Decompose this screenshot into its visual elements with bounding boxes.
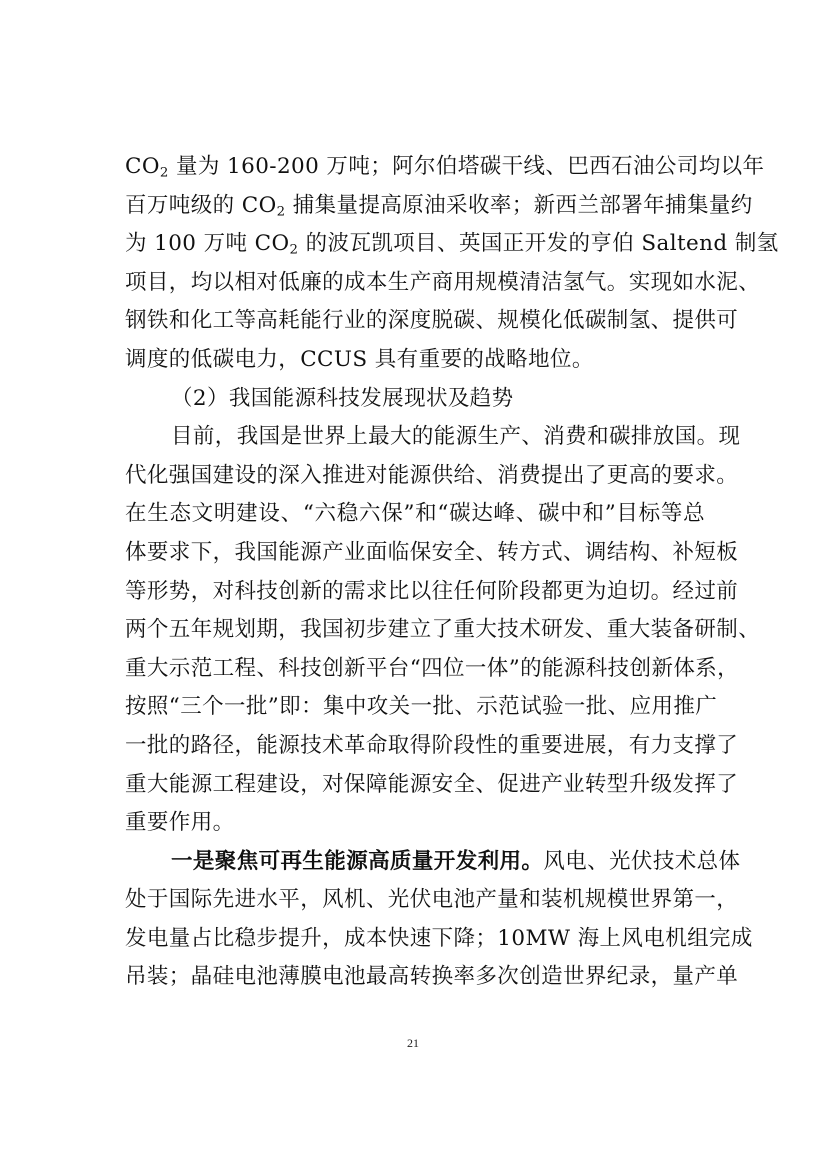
text-line: 钢铁和化工等高耗能行业的深度脱碳、规模化低碳制氢、提供可 (125, 308, 739, 334)
bold-lead-sentence: 一是聚焦可再生能源高质量开发利用。 (171, 848, 544, 874)
paragraph-ccus (125, 148, 779, 380)
text-line: 处于国际先进水平，风机、光伏电池产量和装机规模世界第一， (125, 887, 739, 913)
text-line: 项目，均以相对低廉的成本生产商用规模清洁氢气。实现如水泥、 (125, 269, 761, 295)
text-line: 等形势，对科技创新的需求比以往任何阶段都更为迫切。经过前 (125, 578, 739, 604)
text-line: 重大示范工程、科技创新平台“四位一体”的能源科技创新体系， (125, 655, 740, 681)
text-line: 在生态文明建设、“六稳六保”和“碳达峰、碳中和”目标等总 (125, 501, 705, 527)
page-number: 21 (407, 1036, 419, 1050)
text-line: 调度的低碳电力，CCUS 具有重要的战略地位。 (125, 346, 594, 372)
text-line: 重大能源工程建设，对保障能源安全、促进产业转型升级发挥了 (125, 771, 739, 797)
text-line: 一是聚焦可再生能源高质量开发利用。风电、光伏技术总体 (171, 848, 741, 874)
paragraph-status (125, 418, 761, 843)
text-line: 一批的路径，能源技术革命取得阶段性的重要进展，有力支撑了 (125, 732, 739, 758)
text-line: 按照“三个一批”即：集中攻关一批、示范试验一批、应用推广 (125, 694, 718, 720)
text-line: 百万吨级的 $CO_2$ 捕集量提高原油采收率；新西兰部署年捕集量约 (125, 192, 753, 219)
body-text (125, 148, 779, 997)
text-line: 代化强国建设的深入推进对能源供给、消费提出了更高的要求。 (125, 462, 739, 488)
section-heading: （2）我国能源科技发展现状及趋势 (171, 385, 514, 411)
text-line: 发电量占比稳步提升，成本快速下降；10MW 海上风电机组完成 (125, 925, 753, 951)
text-line: $CO_2$ 量为 160-200 万吨；阿尔伯塔碳干线、巴西石油公司均以年 (125, 154, 765, 181)
paragraph-renewable (125, 843, 753, 997)
text-line: 重要作用。 (125, 810, 235, 836)
text-line: 为 100 万吨 $CO_2$ 的波瓦凯项目、英国正开发的亨伯 Saltend 制氢 (125, 231, 779, 258)
text-line: 体要求下，我国能源产业面临保安全、转方式、调结构、补短板 (125, 539, 739, 565)
text-line: 目前，我国是世界上最大的能源生产、消费和碳排放国。现 (171, 424, 741, 450)
text-line: 吊装；晶硅电池薄膜电池最高转换率多次创造世界纪录，量产单 (125, 964, 739, 990)
text-line: 两个五年规划期，我国初步建立了重大技术研发、重大装备研制、 (125, 617, 761, 643)
